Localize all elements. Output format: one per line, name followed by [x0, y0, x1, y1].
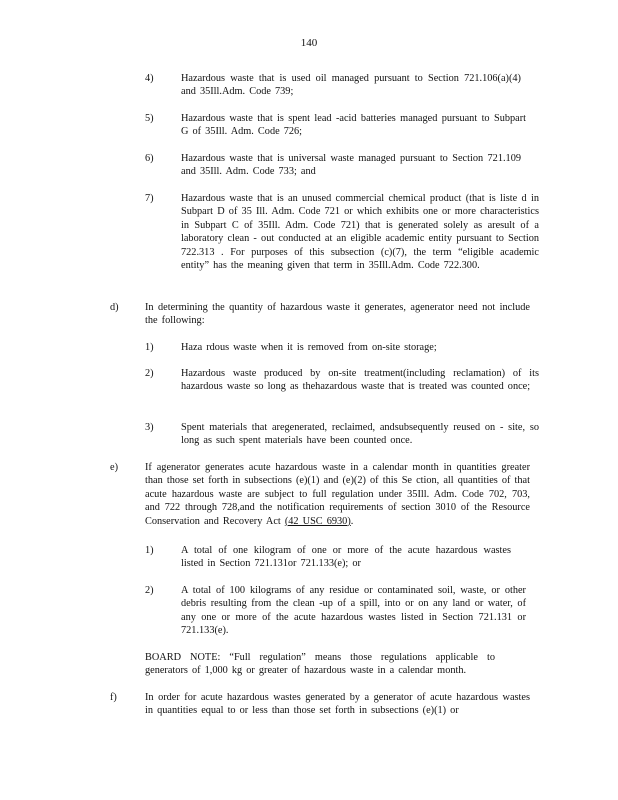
item-text-c7: Hazardous waste that is an unused commercial chemical product (that is liste d in Subpart D of 35 Ill. Adm. Code 721 or which exhibits one or more characteristics in Subpart C of 35Ill. Adm. Code 721) that is generated solely as aresult of a laboratory clean - out conducted at an eligible academic entity pursuant to Section 722.313 . For purposes of this subsection (c)(7), the term “eligible academic entity” has the meaning given that term in 35Ill.Adm. Code 722.300.	[181, 193, 539, 272]
item-label-d3: 3)	[145, 422, 154, 433]
section-text-d: In determining the quantity of hazardous waste it generates, agenerator need not include the following:	[145, 302, 530, 327]
item-label-e1: 1)	[145, 545, 154, 556]
section-text-e	[145, 461, 530, 528]
section-label-e: e)	[110, 462, 118, 473]
item-label-e2: 2)	[145, 585, 154, 596]
item-text-e2: A total of 100 kilograms of any residue or contaminated soil, waste, or other debris resulting from the clean -up of a spill, into or on any land or water, of any one or more of the acute hazardous wastes listed in Section 721.131 or 721.133(e).	[181, 585, 526, 637]
section-label-f: f)	[110, 692, 117, 703]
section-e-body: If agenerator generates acute hazardous waste in a calendar month in quantities greater than those set forth in subsections (e)(1) and (e)(2) of this Se ction, all quantities of that acute hazardous waste are subject to full regulation under 35Ill. Adm. Code 702, 703, and 722 through 728,and the notification requirements of section 3010 of the Resource Conservation and Recovery Act	[145, 462, 530, 527]
item-text-c6: Hazardous waste that is universal waste managed pursuant to Section 721.109 and 35Ill. Adm. Code 733; and	[181, 153, 521, 178]
section-text-f: In order for acute hazardous wastes generated by a generator of acute hazardous wastes in quantities equal to or less than those set forth in subsections (e)(1) or	[145, 692, 530, 717]
item-text-d2: Hazardous waste produced by on-site treatment(including reclamation) of its hazardous waste so long as thehazardous waste that is treated was counted once;	[181, 368, 539, 393]
item-text-d1: Haza rdous waste when it is removed from on-site storage;	[181, 342, 437, 353]
citation-end: .	[350, 515, 354, 527]
item-label-c7: 7)	[145, 193, 154, 204]
item-label-c6: 6)	[145, 153, 154, 164]
usc-citation: (42 USC 6930)	[284, 515, 351, 527]
board-note: BOARD NOTE: “Full regulation” means those regulations applicable to generators of 1,000 kg or greater of hazardous waste in a calendar month.	[145, 652, 495, 677]
item-text-c4: Hazardous waste that is used oil managed pursuant to Section 721.106(a)(4) and 35Ill.Adm. Code 739;	[181, 73, 521, 98]
item-label-d2: 2)	[145, 368, 154, 379]
item-text-d3: Spent materials that aregenerated, reclaimed, andsubsequently reused on - site, so long as such spent materials have been counted once.	[181, 422, 539, 447]
page-number: 140	[300, 37, 318, 49]
section-label-d: d)	[110, 302, 119, 313]
item-label-c5: 5)	[145, 113, 154, 124]
item-text-c5: Hazardous waste that is spent lead -acid batteries managed pursuant to Subpart G of 35Ill. Adm. Code 726;	[181, 113, 526, 138]
item-label-c4: 4)	[145, 73, 154, 84]
item-label-d1: 1)	[145, 342, 154, 353]
item-text-e1: A total of one kilogram of one or more of the acute hazardous wastes listed in Section 721.131or 721.133(e); or	[181, 545, 511, 570]
